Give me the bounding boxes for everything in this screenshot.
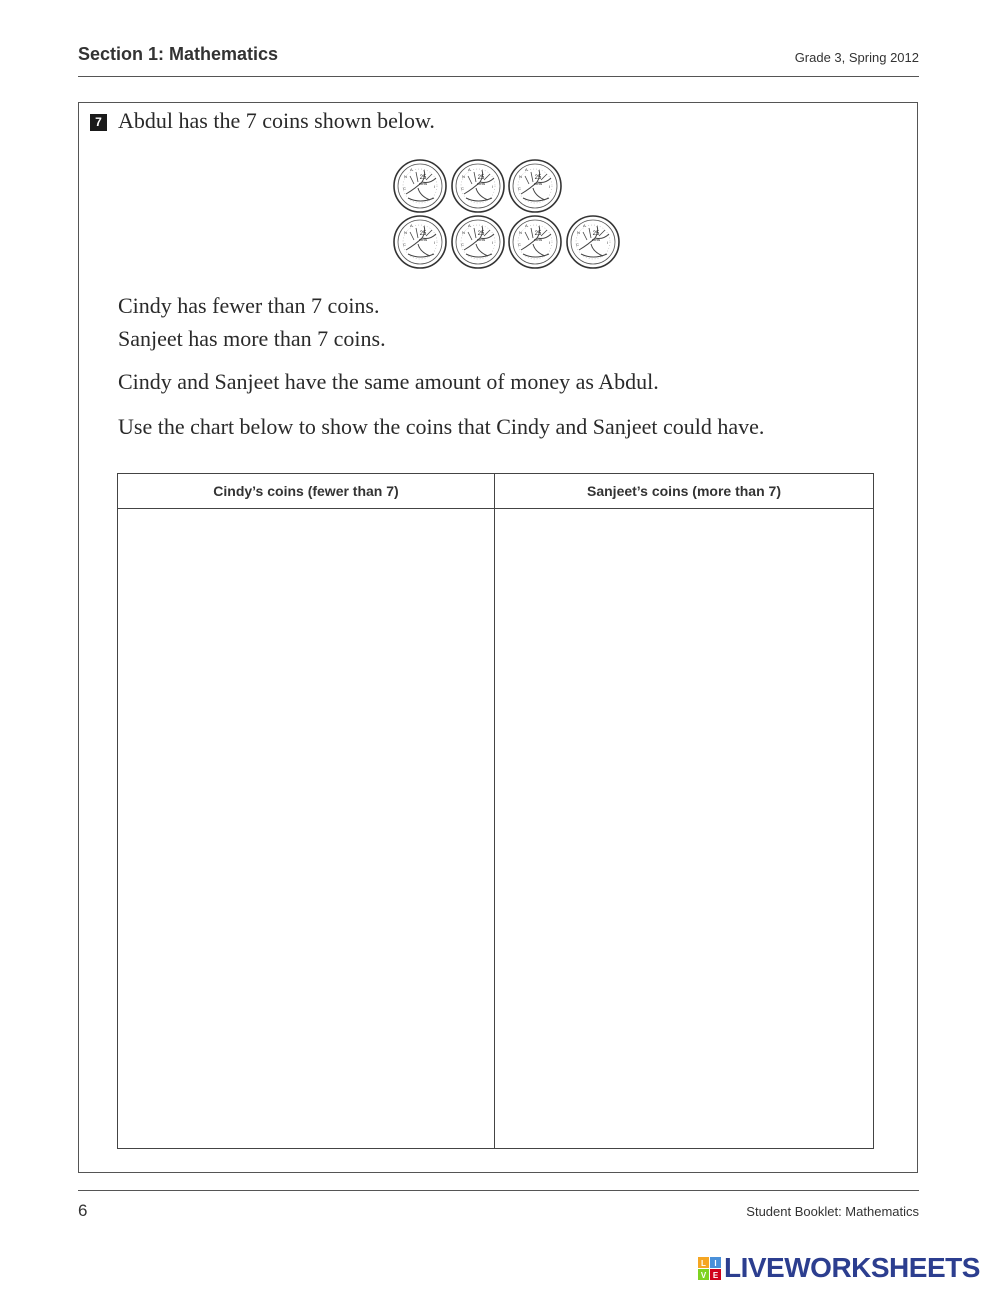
- grade-info: Grade 3, Spring 2012: [794, 50, 919, 65]
- page-number: 6: [78, 1201, 88, 1220]
- section-title: Section 1: Mathematics: [78, 44, 279, 64]
- sanjeet-answer-area[interactable]: [495, 509, 873, 1148]
- svg-text:I: I: [714, 1259, 717, 1268]
- same-amount-statement: Cindy and Sanjeet have the same amount of money as Abdul.: [118, 369, 659, 394]
- liveworksheets-logo-icon: [698, 1257, 722, 1281]
- cindy-column-header: Cindy’s coins (fewer than 7): [213, 483, 399, 499]
- chart-instruction: Use the chart below to show the coins that Cindy and Sanjeet could have.: [118, 414, 765, 439]
- svg-text:L: L: [701, 1259, 706, 1268]
- cindy-answer-area[interactable]: [118, 509, 494, 1148]
- quarter-coin: [509, 216, 561, 268]
- quarter-coin: [567, 216, 619, 268]
- quarter-coin: [452, 160, 504, 212]
- header-divider: [78, 76, 919, 77]
- quarter-coin: [509, 160, 561, 212]
- coin-group: 25 cents C N A I: [390, 156, 622, 272]
- svg-text:V: V: [700, 1271, 707, 1280]
- booklet-title: Student Booklet: Mathematics: [746, 1204, 919, 1219]
- question-number: 7: [90, 114, 107, 131]
- coin-top-row: [394, 160, 561, 212]
- liveworksheets-logo[interactable]: LIVEWORKSHEETS: [724, 1252, 980, 1283]
- cindy-statement: Cindy has fewer than 7 coins.: [118, 293, 380, 318]
- question-prompt: Abdul has the 7 coins shown below.: [118, 108, 435, 133]
- footer-divider: [78, 1190, 919, 1191]
- coin-chart: [117, 473, 874, 1149]
- quarter-coin: [394, 216, 446, 268]
- quarter-coin: [452, 216, 504, 268]
- svg-text:E: E: [712, 1271, 719, 1280]
- sanjeet-statement: Sanjeet has more than 7 coins.: [118, 326, 386, 351]
- quarter-coin: [394, 160, 446, 212]
- sanjeet-column-header: Sanjeet’s coins (more than 7): [587, 483, 781, 499]
- coin-bottom-row: [394, 216, 619, 268]
